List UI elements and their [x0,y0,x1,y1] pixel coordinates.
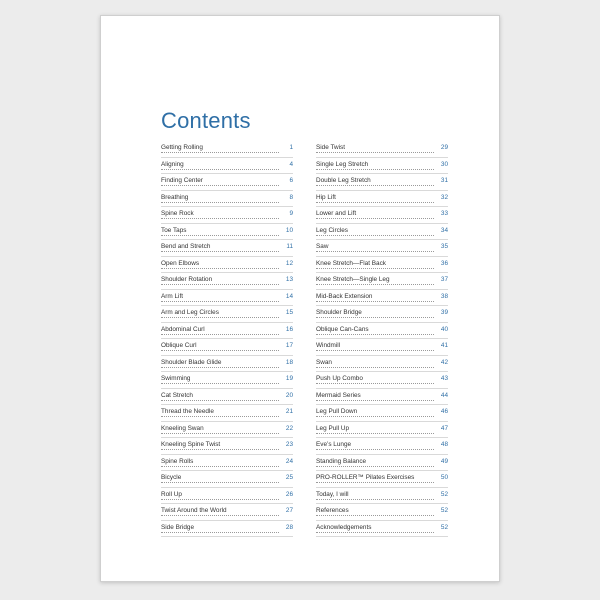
toc-entry-title: Mid-Back Extension [316,292,373,300]
dot-leader [161,383,279,384]
toc-entry-page-number: 32 [440,191,448,205]
toc-entry-page-number: 6 [288,174,293,188]
toc-entry-title: Standing Balance [316,457,367,465]
toc-entry [316,521,448,538]
toc-entry [316,455,448,472]
toc-entry-page-number: 1 [288,141,293,155]
toc-entry [161,323,293,340]
toc-entry-page-number: 39 [440,306,448,320]
dot-leader [161,317,279,318]
row-rule [161,536,293,537]
toc-entry [316,471,448,488]
toc-entry-page-number: 44 [440,389,448,403]
document-page [100,15,500,582]
toc-entry [161,224,293,241]
toc-entry-title: Abdominal Curl [161,325,205,333]
dot-leader [161,400,279,401]
toc-entry-title: Knee Stretch—Single Leg [316,276,390,283]
toc-entry-page-number: 4 [288,158,293,172]
toc-entry [161,471,293,488]
toc-entry-title: Cat Stretch [161,391,193,399]
toc-entry-page-number: 13 [285,273,293,287]
toc-entry-page-number: 52 [440,504,448,518]
dot-leader [161,449,279,450]
toc-entry-title: Bend and Stretch [161,243,211,250]
toc-entry-title: Lower and Lift [316,210,357,217]
toc-entry [161,257,293,274]
dot-leader [161,499,279,500]
toc-entry-page-number: 17 [285,339,293,353]
dot-leader [316,334,434,335]
dot-leader [161,301,279,302]
toc-entry-page-number: 40 [440,323,448,337]
toc-entry-title: Shoulder Rotation [161,276,213,283]
toc-entry-title: Open Elbows [161,259,200,267]
toc-entry [161,240,293,257]
toc-entry-page-number: 24 [285,455,293,469]
dot-leader [161,185,279,186]
toc-entry-title: Side Bridge [161,523,195,531]
toc-entry [161,174,293,191]
dot-leader [316,284,434,285]
dot-leader [161,466,279,467]
dot-leader [161,268,279,269]
toc-entry-title: Aligning [161,160,184,168]
dot-leader [316,301,434,302]
toc-entry [161,158,293,175]
toc-column-left [161,141,293,537]
toc-entry [161,389,293,406]
toc-entry-title: Acknowledgements [316,523,372,531]
toc-entry-page-number: 49 [440,455,448,469]
toc-entry-page-number: 46 [440,405,448,419]
toc-entry [161,372,293,389]
toc-entry-page-number: 36 [440,257,448,271]
toc-entry-title: Spine Rolls [161,457,194,465]
toc-entry-page-number: 50 [440,471,448,485]
toc-entry-page-number: 26 [285,488,293,502]
toc-entry [316,240,448,257]
toc-entry-title: Oblique Can-Cans [316,325,369,333]
toc-entry [161,191,293,208]
toc-entry-page-number: 19 [285,372,293,386]
dot-leader [316,400,434,401]
toc-entry-page-number: 14 [285,290,293,304]
dot-leader [316,202,434,203]
toc-entry-title: Roll Up [161,490,182,498]
toc-entry [316,488,448,505]
dot-leader [316,317,434,318]
dot-leader [161,334,279,335]
toc-entry-page-number: 30 [440,158,448,172]
toc-entry-page-number: 29 [440,141,448,155]
toc-entry-page-number: 25 [285,471,293,485]
toc-entry-page-number: 21 [285,405,293,419]
dot-leader [316,350,434,351]
toc-entry-page-number: 52 [440,488,448,502]
dot-leader [316,185,434,186]
toc-entry-page-number: 18 [285,356,293,370]
toc-entry [316,174,448,191]
toc-entry-title: Twist Around the World [161,507,227,514]
toc-entry-title: Push Up Combo [316,375,363,382]
dot-leader [316,466,434,467]
dot-leader [316,251,434,252]
toc-entry-title: Oblique Curl [161,342,197,349]
toc-entry [316,290,448,307]
toc-entry [316,207,448,224]
dot-leader [161,433,279,434]
toc-entry [316,224,448,241]
toc-entry [161,455,293,472]
toc-entry [316,356,448,373]
toc-entry [161,339,293,356]
toc-entry-title: Bicycle [161,474,182,481]
dot-leader [316,152,434,153]
toc-entry-title: Shoulder Bridge [316,309,362,316]
toc-entry-page-number: 11 [285,240,293,254]
dot-leader [316,482,434,483]
toc-entry [316,141,448,158]
toc-entry-title: Mermaid Series [316,391,361,399]
toc-entry-page-number: 12 [285,257,293,271]
toc-entry-page-number: 10 [285,224,293,238]
toc-entry-title: Double Leg Stretch [316,177,371,184]
toc-entry-title: Spine Rock [161,210,194,217]
toc-entry [316,257,448,274]
dot-leader [316,515,434,516]
toc-entry [161,422,293,439]
toc-entry [316,273,448,290]
dot-leader [316,433,434,434]
row-rule [316,536,448,537]
toc-entry [161,290,293,307]
toc-entry-title: Kneeling Swan [161,424,204,432]
toc-entry-title: Leg Pull Up [316,424,350,432]
toc-entry-title: Windmill [316,342,341,349]
toc-entry-page-number: 31 [440,174,448,188]
toc-entry [316,389,448,406]
page-title: Contents [161,108,251,133]
toc-entry [161,306,293,323]
toc-entry [316,422,448,439]
toc-entry-page-number: 9 [288,207,293,221]
toc-entry-page-number: 15 [285,306,293,320]
toc-entry [316,306,448,323]
dot-leader [316,169,434,170]
toc-entry-title: Single Leg Stretch [316,160,369,168]
toc-entry-title: PRO-ROLLER™ Pilates Exercises [316,474,415,481]
dot-leader [161,251,279,252]
dot-leader [161,350,279,351]
toc-entry-title: Toe Taps [161,226,187,234]
dot-leader [316,449,434,450]
toc-entry-title: Today, I will [316,490,349,498]
dot-leader [161,202,279,203]
toc-entry-page-number: 42 [440,356,448,370]
toc-entry [316,158,448,175]
toc-entry [316,438,448,455]
toc-entry [161,504,293,521]
toc-entry-title: Leg Circles [316,226,348,234]
toc-entry-page-number: 8 [288,191,293,205]
toc-entry-title: Eve’s Lunge [316,441,352,448]
toc-entry-page-number: 52 [440,521,448,535]
toc-entry [161,356,293,373]
toc-entry [316,323,448,340]
toc-entry-page-number: 43 [440,372,448,386]
toc-entry-page-number: 20 [285,389,293,403]
toc-entry-page-number: 41 [440,339,448,353]
toc-entry [161,207,293,224]
toc-entry-title: References [316,507,349,514]
dot-leader [316,383,434,384]
toc-entry-title: Leg Pull Down [316,408,358,415]
toc-entry-title: Arm and Leg Circles [161,309,219,316]
toc-entry-title: Swimming [161,375,191,382]
toc-entry-title: Breathing [161,193,189,201]
toc-entry-page-number: 48 [440,438,448,452]
toc-entry [161,488,293,505]
dot-leader [316,416,434,417]
dot-leader [161,235,279,236]
toc-entry [161,141,293,158]
toc-entry-page-number: 47 [440,422,448,436]
toc-column-right [316,141,448,537]
dot-leader [161,152,279,153]
toc-entry-title: Side Twist [316,144,346,151]
dot-leader [316,499,434,500]
toc-entry-page-number: 37 [440,273,448,287]
toc-entry-title: Knee Stretch—Flat Back [316,259,386,267]
toc-entry-page-number: 16 [285,323,293,337]
toc-entry-title: Getting Rolling [161,144,203,151]
toc-entry-title: Shoulder Blade Glide [161,358,222,366]
toc-entry-title: Kneeling Spine Twist [161,441,221,448]
toc-entry [316,191,448,208]
toc-entry-title: Saw [316,243,329,250]
dot-leader [161,218,279,219]
toc-entry [161,273,293,290]
toc-entry-title: Thread the Needle [161,408,214,415]
toc-entry-page-number: 38 [440,290,448,304]
dot-leader [316,532,434,533]
toc-entry-title: Finding Center [161,177,203,184]
dot-leader [316,367,434,368]
toc-entry [316,339,448,356]
toc-entry [161,521,293,538]
dot-leader [316,235,434,236]
dot-leader [316,268,434,269]
toc-entry-page-number: 23 [285,438,293,452]
toc-entry [161,438,293,455]
toc-entry-title: Arm Lift [161,292,184,300]
toc-entry-page-number: 28 [285,521,293,535]
toc-entry [161,405,293,422]
dot-leader [161,515,279,516]
toc-entry-page-number: 35 [440,240,448,254]
dot-leader [161,532,279,533]
toc-entry [316,405,448,422]
toc-entry-page-number: 27 [285,504,293,518]
toc-entry-title: Hip Lift [316,193,336,201]
dot-leader [161,169,279,170]
dot-leader [161,416,279,417]
toc-entry-page-number: 33 [440,207,448,221]
toc-entry-title: Swan [316,358,332,366]
dot-leader [161,482,279,483]
dot-leader [161,367,279,368]
dot-leader [316,218,434,219]
toc-entry [316,504,448,521]
toc-entry-page-number: 34 [440,224,448,238]
dot-leader [161,284,279,285]
toc-entry-page-number: 22 [285,422,293,436]
toc-entry [316,372,448,389]
